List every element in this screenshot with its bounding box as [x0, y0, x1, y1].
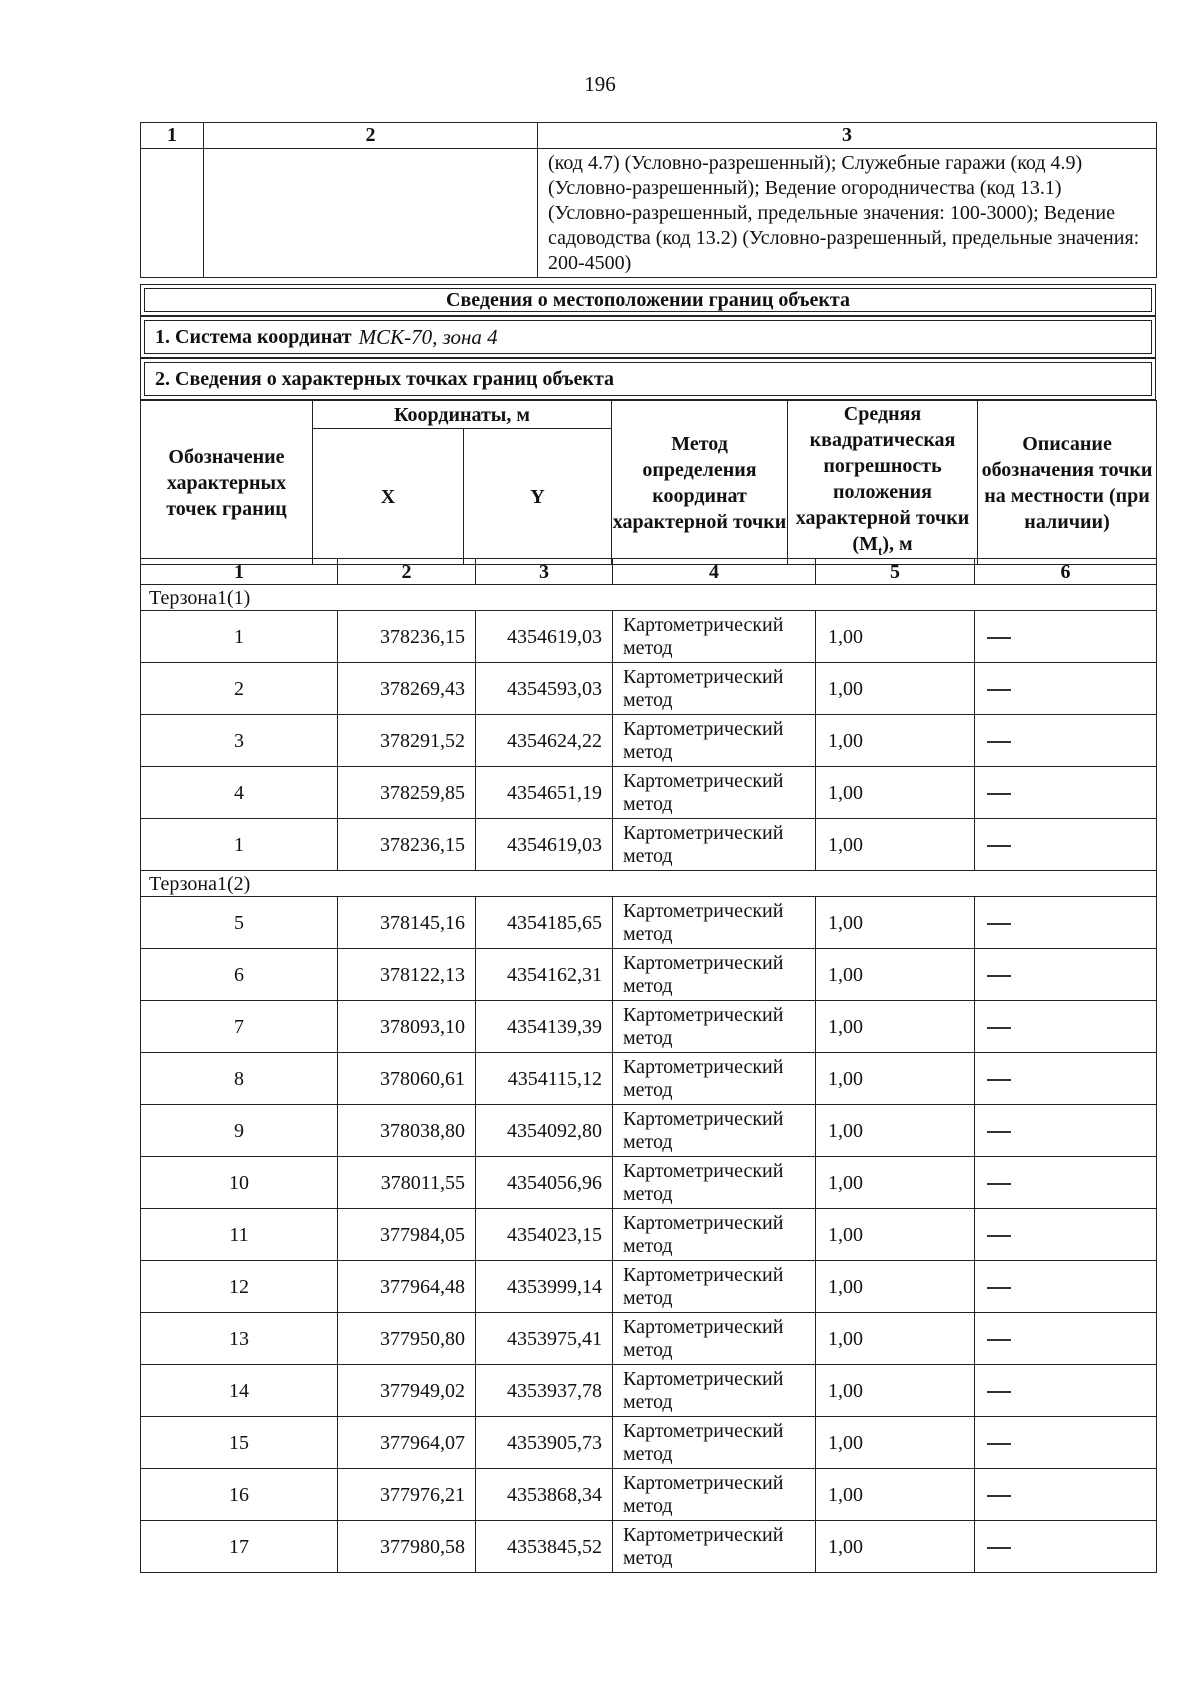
x-coordinate: 378145,16 — [338, 897, 476, 949]
table-row — [141, 897, 1157, 949]
description — [975, 1105, 1157, 1157]
column-number-row — [141, 559, 1157, 585]
error-value: 1,00 — [816, 1521, 975, 1573]
description — [975, 715, 1157, 767]
description — [975, 1417, 1157, 1469]
description — [975, 1365, 1157, 1417]
x-coordinate: 378038,80 — [338, 1105, 476, 1157]
section-title: Сведения о местоположении границ объекта — [144, 288, 1152, 312]
y-coordinate: 4354056,96 — [476, 1157, 613, 1209]
x-coordinate: 378236,15 — [338, 611, 476, 663]
error-value: 1,00 — [816, 715, 975, 767]
dash-icon — [987, 741, 1011, 743]
point-number: 7 — [141, 1001, 338, 1053]
y-coordinate: 4354162,31 — [476, 949, 613, 1001]
dash-icon — [987, 637, 1011, 639]
point-number: 1 — [141, 611, 338, 663]
method: Картометрический метод — [613, 1053, 816, 1105]
point-number: 10 — [141, 1157, 338, 1209]
table-row — [141, 767, 1157, 819]
method: Картометрический метод — [613, 1313, 816, 1365]
y-coordinate: 4353845,52 — [476, 1521, 613, 1573]
error-value: 1,00 — [816, 949, 975, 1001]
y-header: Y — [464, 429, 612, 565]
point-number: 15 — [141, 1417, 338, 1469]
description — [975, 663, 1157, 715]
table-row — [141, 1157, 1157, 1209]
error-value: 1,00 — [816, 1157, 975, 1209]
x-coordinate: 378011,55 — [338, 1157, 476, 1209]
point-number: 3 — [141, 715, 338, 767]
dash-icon — [987, 793, 1011, 795]
description — [975, 819, 1157, 871]
dash-icon — [987, 923, 1011, 925]
table-row — [141, 663, 1157, 715]
y-coordinate: 4353975,41 — [476, 1313, 613, 1365]
error-value: 1,00 — [816, 663, 975, 715]
description — [975, 897, 1157, 949]
x-coordinate: 377949,02 — [338, 1365, 476, 1417]
point-number: 14 — [141, 1365, 338, 1417]
point-number: 8 — [141, 1053, 338, 1105]
x-coordinate: 378236,15 — [338, 819, 476, 871]
point-number: 16 — [141, 1469, 338, 1521]
description — [975, 767, 1157, 819]
error-value: 1,00 — [816, 611, 975, 663]
zone-group-row — [141, 871, 1157, 897]
column-number: 2 — [338, 559, 476, 585]
error-value: 1,00 — [816, 1313, 975, 1365]
point-number: 13 — [141, 1313, 338, 1365]
method: Картометрический метод — [613, 1521, 816, 1573]
y-coordinate: 4353937,78 — [476, 1365, 613, 1417]
table-row — [141, 1365, 1157, 1417]
method: Картометрический метод — [613, 767, 816, 819]
description — [975, 1209, 1157, 1261]
table-row — [141, 1001, 1157, 1053]
dash-icon — [987, 1027, 1011, 1029]
table-row — [141, 1469, 1157, 1521]
error-value: 1,00 — [816, 1365, 975, 1417]
point-number: 12 — [141, 1261, 338, 1313]
y-coordinate: 4354023,15 — [476, 1209, 613, 1261]
point-number: 5 — [141, 897, 338, 949]
error-value: 1,00 — [816, 1209, 975, 1261]
description — [975, 1313, 1157, 1365]
method: Картометрический метод — [613, 897, 816, 949]
y-coordinate: 4354092,80 — [476, 1105, 613, 1157]
table-row — [141, 715, 1157, 767]
method: Картометрический метод — [613, 819, 816, 871]
description — [975, 1261, 1157, 1313]
point-number: 9 — [141, 1105, 338, 1157]
x-coordinate: 378060,61 — [338, 1053, 476, 1105]
x-coordinate: 377984,05 — [338, 1209, 476, 1261]
error-value: 1,00 — [816, 819, 975, 871]
error-header: Средняя квадратическая погрешность положения характерной точки $(M_t)$, м — [788, 401, 978, 565]
method: Картометрический метод — [613, 1209, 816, 1261]
x-coordinate: 377976,21 — [338, 1469, 476, 1521]
dash-icon — [987, 1183, 1011, 1185]
zone-group-row — [141, 585, 1157, 611]
method: Картометрический метод — [613, 611, 816, 663]
column-number: 4 — [613, 559, 816, 585]
column-number-row — [141, 123, 1157, 149]
table-row — [141, 949, 1157, 1001]
table-row — [141, 1521, 1157, 1573]
description — [975, 1001, 1157, 1053]
designation-header: Обозначение характерных точек границ — [141, 401, 313, 565]
table-row — [141, 1261, 1157, 1313]
method-header: Метод определения координат характерной точки — [612, 401, 788, 565]
column-number: 6 — [975, 559, 1157, 585]
description — [975, 611, 1157, 663]
page-number: 196 — [584, 72, 616, 96]
column-number: 1 — [141, 123, 204, 149]
y-coordinate: 4354139,39 — [476, 1001, 613, 1053]
dash-icon — [987, 1391, 1011, 1393]
y-coordinate: 4354624,22 — [476, 715, 613, 767]
column-number: 1 — [141, 559, 338, 585]
table-row — [141, 611, 1157, 663]
dash-icon — [987, 1495, 1011, 1497]
dash-icon — [987, 1131, 1011, 1133]
method: Картометрический метод — [613, 1469, 816, 1521]
y-coordinate: 4353905,73 — [476, 1417, 613, 1469]
zone-name: Терзона1(1) — [141, 585, 1157, 611]
permitted-use-text: (код 4.7) (Условно-разрешенный); Служебные гаражи (код 4.9) (Условно-разрешенный); Ведение огородничества (код 13.1) (Условно-разрешенный, предельные значения: 100-3000); Ведение садоводства (код 13.2) (Условно-разрешенный, предельные значения: 200-4500) — [538, 149, 1157, 278]
x-coordinate: 377964,48 — [338, 1261, 476, 1313]
table-row — [141, 1209, 1157, 1261]
coordinate-system-label: 1. Система координат — [155, 325, 352, 348]
coordinate-system-value: МСК-70, зона 4 — [358, 324, 498, 349]
description — [975, 1521, 1157, 1573]
coordinates-header: Координаты, м — [313, 401, 612, 429]
method: Картометрический метод — [613, 1417, 816, 1469]
x-coordinate: 377980,58 — [338, 1521, 476, 1573]
description-header: Описание обозначения точки на местности (при наличии) — [978, 401, 1157, 565]
points-header-table — [140, 400, 1157, 565]
y-coordinate: 4354115,12 — [476, 1053, 613, 1105]
dash-icon — [987, 1443, 1011, 1445]
error-value: 1,00 — [816, 1053, 975, 1105]
point-number: 6 — [141, 949, 338, 1001]
dash-icon — [987, 689, 1011, 691]
description — [975, 1469, 1157, 1521]
description — [975, 1157, 1157, 1209]
error-value: 1,00 — [816, 1417, 975, 1469]
description — [975, 949, 1157, 1001]
x-coordinate: 378259,85 — [338, 767, 476, 819]
table-row — [141, 819, 1157, 871]
dash-icon — [987, 1287, 1011, 1289]
error-value: 1,00 — [816, 1469, 975, 1521]
table-row — [141, 1053, 1157, 1105]
method: Картометрический метод — [613, 1157, 816, 1209]
table-row — [141, 1417, 1157, 1469]
method: Картометрический метод — [613, 1105, 816, 1157]
table-row — [141, 1313, 1157, 1365]
point-number: 1 — [141, 819, 338, 871]
description — [975, 1053, 1157, 1105]
y-coordinate: 4353999,14 — [476, 1261, 613, 1313]
point-number: 17 — [141, 1521, 338, 1573]
points-table — [140, 558, 1157, 1573]
dash-icon — [987, 1235, 1011, 1237]
land-use-table — [140, 122, 1157, 278]
table-row — [141, 1105, 1157, 1157]
coordinate-system-box — [140, 316, 1156, 358]
error-value: 1,00 — [816, 1001, 975, 1053]
empty-cell — [141, 149, 204, 278]
method: Картометрический метод — [613, 1365, 816, 1417]
error-value: 1,00 — [816, 1261, 975, 1313]
dash-icon — [987, 1079, 1011, 1081]
point-number: 2 — [141, 663, 338, 715]
method: Картометрический метод — [613, 663, 816, 715]
y-coordinate: 4353868,34 — [476, 1469, 613, 1521]
section-title-box — [140, 284, 1156, 316]
column-number: 5 — [816, 559, 975, 585]
y-coordinate: 4354619,03 — [476, 819, 613, 871]
zone-name: Терзона1(2) — [141, 871, 1157, 897]
x-coordinate: 377950,80 — [338, 1313, 476, 1365]
error-value: 1,00 — [816, 897, 975, 949]
error-value: 1,00 — [816, 767, 975, 819]
dash-icon — [987, 975, 1011, 977]
points-title-box — [140, 358, 1156, 400]
dash-icon — [987, 1339, 1011, 1341]
point-number: 11 — [141, 1209, 338, 1261]
x-coordinate: 377964,07 — [338, 1417, 476, 1469]
dash-icon — [987, 845, 1011, 847]
method: Картометрический метод — [613, 1001, 816, 1053]
column-number: 2 — [204, 123, 538, 149]
method: Картометрический метод — [613, 1261, 816, 1313]
column-number: 3 — [538, 123, 1157, 149]
x-coordinate: 378291,52 — [338, 715, 476, 767]
y-coordinate: 4354651,19 — [476, 767, 613, 819]
y-coordinate: 4354593,03 — [476, 663, 613, 715]
point-number: 4 — [141, 767, 338, 819]
method: Картометрический метод — [613, 949, 816, 1001]
x-header: X — [313, 429, 464, 565]
empty-cell — [204, 149, 538, 278]
dash-icon — [987, 1547, 1011, 1549]
x-coordinate: 378269,43 — [338, 663, 476, 715]
method: Картометрический метод — [613, 715, 816, 767]
x-coordinate: 378122,13 — [338, 949, 476, 1001]
error-value: 1,00 — [816, 1105, 975, 1157]
x-coordinate: 378093,10 — [338, 1001, 476, 1053]
permitted-use-row — [141, 149, 1157, 278]
points-title: 2. Сведения о характерных точках границ объекта — [144, 362, 1152, 396]
y-coordinate: 4354619,03 — [476, 611, 613, 663]
column-number: 3 — [476, 559, 613, 585]
y-coordinate: 4354185,65 — [476, 897, 613, 949]
